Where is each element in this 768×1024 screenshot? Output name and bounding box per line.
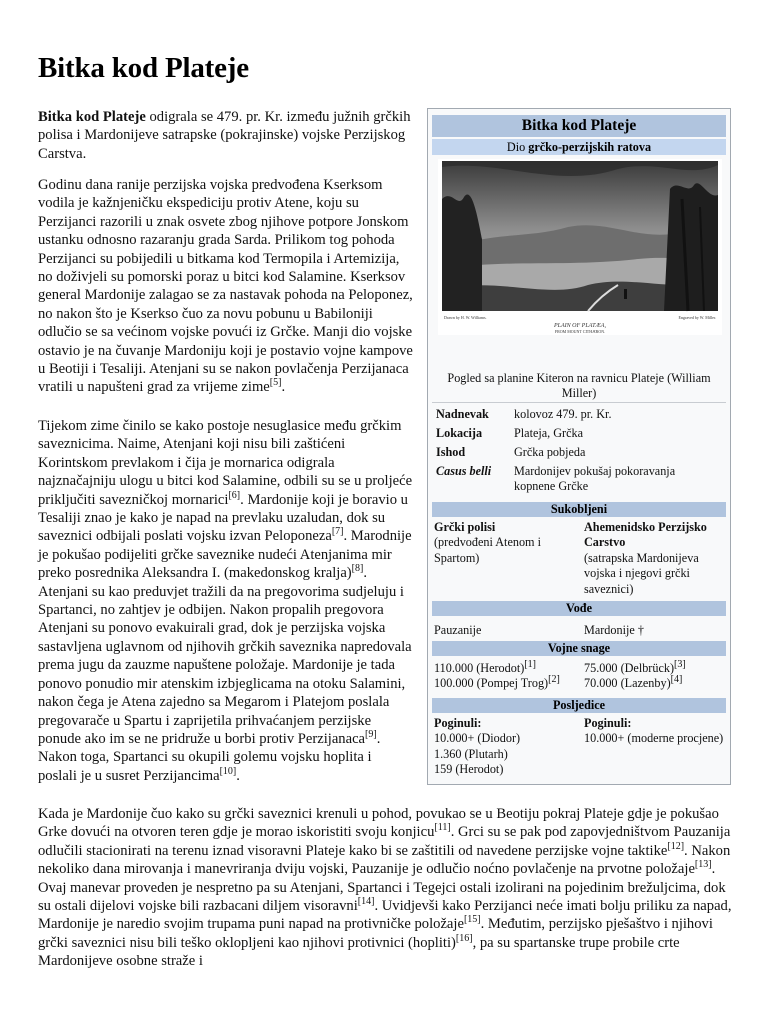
reference-link[interactable]: [3] (674, 658, 686, 670)
belligerent-persian (584, 520, 730, 597)
section-header-casualties: Posljedice (432, 698, 726, 713)
battle-text: . Ovaj manevar proveden je nespretno pa su Atenjani, Spartanci i Tegejci ostali izolirani na pojedinim brežuljcima, dok su ostali dijelovi vojske bili razbacani diljem visoravni (38, 861, 726, 915)
belligerent-greek (434, 520, 574, 566)
reference-link[interactable]: [1] (524, 658, 536, 670)
reference-link[interactable]: [6] (228, 489, 241, 501)
reference-link[interactable]: [12] (667, 840, 685, 852)
battle-text: . Međutim, perzijsko pješaštvo i njihovi grčki saveznici nisu bili teško oklopljeni kao njihovi protivnici (hopliti) (38, 916, 713, 951)
reference-link[interactable]: [11] (434, 822, 451, 834)
fact-value-outcome: Grčka pobjeda (514, 445, 586, 459)
infobox-subtitle (432, 139, 726, 155)
image-title: PLAIN OF PLATÆA, (554, 323, 606, 329)
belligerent-persian-name[interactable]: Ahemenidsko Perzijsko Carstvo (584, 520, 707, 550)
winter-text: . Atenjani su kao preduvjet tražili da na pregovorima sudjeluju i Spartanci, no zahtjev je odbijen. Nakon propalih pregovora Atenjani su ponovo evakuirali grad, dok je perzijska vojska sastavljena uglavnom od njihovih grčkih saveznika napredovala prema jugu da zauzme napuštene položaje. Mardonije je tada ponovo ponudio mir atenskim izbjeglicama na otoku Salamini, nakon čega je Atena zajedno sa Megarom i Platejom poslala pregovarače u Spartu i zaprijetila prihvaćanjem perzijske ponude ako im se ne pridruže u borbi protiv Perzijanaca (38, 565, 412, 747)
reference-link[interactable]: [14] (357, 896, 375, 908)
strength-value: 110.000 (Herodot) (434, 661, 525, 675)
strength-value: 70.000 (Lazenby) (584, 676, 671, 691)
battle-text: . Uvidjevši kako Perzijanci neće imati bolju priliku za napad, Mardonije je naredio svojim trupama puni napad na protivničke položaje (38, 898, 732, 933)
strength-persian (584, 658, 730, 692)
divider (432, 402, 726, 403)
reference-link[interactable]: [4] (670, 674, 683, 686)
battle-text: . Nakon nekoliko dana mirovanja i manevriranja dviju vojski, Pauzanije je odlučio noćno povlačenje na prvotne položaje (38, 842, 731, 878)
casualty-line: 1.360 (Plutarh) (434, 746, 508, 761)
battle-text: Kada je Mardonije čuo kako su grčki saveznici krenuli u pohod, povukao se u Beotiju pokraj Plateje gdje je pokušao Grke dovući na otvoren teren gdje je morao iskoristiti svoju konjicu (38, 806, 719, 841)
image-credit-left: Drawn by H. W. Williams. (444, 315, 487, 320)
section-header-strength: Vojne snage (432, 641, 726, 656)
leader-persian[interactable]: Mardonije † (584, 623, 644, 637)
section-header-belligerents: Sukobljeni (432, 502, 726, 517)
casualties-label: Poginuli: (434, 716, 482, 730)
background-text: Godinu dana ranije perzijska vojska predvođena Kserksom vodila je kažnjeničku ekspediciju protiv Atene, koju su Perzijanci razorili u znak osvete zbog njihove potpore Jonskom ustanku odnosno razaranju grada Sarda. Prilikom tog pohoda Perzijanci su pobijedili u bitkama kod Termopila i Artemizija, no doživjeli su pomorski poraz u bitci kod Salamine. Kserksov general Mardonije zalagao se za nastavak pohoda na Peloponez, no nakon što je Kserkso čuo za novu pobunu u Babiloniji odlučio se sa većinom vojske povući iz Grčke. Manji dio vojske ostavio je na čuvanje Mardoniju koji je postavio vojne kampove u Beotiji i Tesaliji. Atenjani su se nakon povlačenja Perzijanaca vratili u napušteni grad za vrijeme zime (38, 177, 413, 396)
belligerent-greek-name[interactable]: Grčki polisi (434, 520, 496, 534)
fact-label-casus-belli: Casus belli (436, 464, 492, 478)
intro-paragraph (38, 108, 414, 163)
section-header-leaders: Vođe (432, 601, 726, 616)
reference-link[interactable]: [10] (219, 765, 237, 777)
casualties-label: Poginuli: (584, 716, 632, 730)
reference-link[interactable]: [16] (455, 932, 473, 944)
fact-label-outcome: Ishod (436, 445, 466, 459)
reference-link[interactable]: [15] (463, 914, 481, 926)
battle-text: , pa su spartanske trupe probile crte Mardonijeve osobne straže i (38, 934, 680, 970)
reference-link[interactable]: [2] (548, 674, 560, 686)
reference-link[interactable]: [13] (694, 859, 712, 871)
infobox-title: Bitka kod Plateje (432, 115, 726, 137)
casualty-line: 10.000+ (moderne procjene) (584, 731, 724, 746)
reference-link[interactable]: [7] (331, 526, 344, 538)
fact-label-location: Lokacija (436, 426, 483, 440)
belligerent-persian-detail: (satrapska Mardonijeva vojska i njegovi grčki saveznici) (584, 550, 699, 596)
image-credit-right: Engraved by W. Miller. (678, 315, 716, 320)
page-title: Bitka kod Plateje (38, 52, 249, 84)
casualty-line: 159 (Herodot) (434, 762, 504, 777)
fact-value-date: kolovoz 479. pr. Kr. (514, 407, 612, 421)
winter-text: Tijekom zime činilo se kako postoje nesuglasice među grčkim saveznicima. Naime, Atenjani koji nisu bili zaštićeni Korintskom prevlakom i čija je mornarica odigrala najznačajniju ulogu u bitci kod Salamine, odbili su se u proljeće priključiti savezničkoj mornarici (38, 418, 413, 508)
image-caption: Pogled sa planine Kiteron na ravnicu Plateje (William Miller) (447, 371, 711, 401)
fact-label-date: Nadnevak (436, 407, 489, 421)
war-link[interactable]: grčko-perzijskih ratova (528, 140, 652, 154)
reference-link[interactable]: [5] (269, 377, 282, 389)
period: . (236, 767, 240, 784)
casualties-persian (584, 716, 730, 747)
casualties-greek (434, 716, 574, 778)
background-paragraph (38, 176, 414, 397)
strength-value: 100.000 (Pompej Trog) (434, 676, 549, 691)
image-subtitle: FROM MOUNT CITHÆRON. (554, 329, 606, 334)
winter-text: . Nakon toga, Spartanci su okupili golemu vojsku hoplita i poslali je u susret Perzijancima (38, 730, 381, 784)
leader-greek[interactable]: Pauzanije (434, 623, 482, 637)
intro-text: odigrala se 479. pr. Kr. između južnih grčkih polisa i Mardonijeve satrapske (pokrajinske) vojske Perzijskog Carstva. (38, 109, 411, 162)
belligerent-greek-detail: (predvođeni Atenom i Spartom) (434, 535, 541, 565)
lead-bold-term: Bitka kod Plateje (38, 109, 146, 125)
battle-paragraph (38, 805, 738, 971)
winter-text: . Mardonije koji je boravio u Tesaliji znao je kako je napad na prevlaku uzaludan, dok su saveznici odbijali poslati vojsku izvan Peloponeza (38, 491, 408, 545)
engraving-image[interactable] (438, 159, 722, 335)
casualty-line: 10.000+ (Diodor) (434, 731, 521, 746)
winter-text: . Marodnije je pokušao podijeliti grčke saveznike nudeći Atenjanima mir preko posrednika Aleksandra I. (makedonskog kralja) (38, 528, 412, 582)
fact-value-location[interactable]: Plateja, Grčka (514, 426, 584, 440)
period: . (281, 379, 286, 396)
battle-text: . Grci su se pak pod zapovjedništvom Pauzanija odlučili stacionirati na terenu iznad visoravni Plateje kako bi se zaštitili od navedene perzijske vojne taktike (38, 824, 731, 859)
reference-link[interactable]: [9] (365, 729, 377, 741)
strength-value: 75.000 (Delbrück) (584, 661, 675, 675)
infobox (427, 108, 731, 785)
winter-paragraph (38, 417, 414, 785)
infobox-subtitle-prefix: Dio (506, 140, 529, 154)
strength-greek (434, 658, 574, 692)
reference-link[interactable]: [8] (351, 563, 364, 575)
fact-value-casus-belli: Mardonijev pokušaj pokoravanja kopnene Grčke (514, 464, 676, 494)
